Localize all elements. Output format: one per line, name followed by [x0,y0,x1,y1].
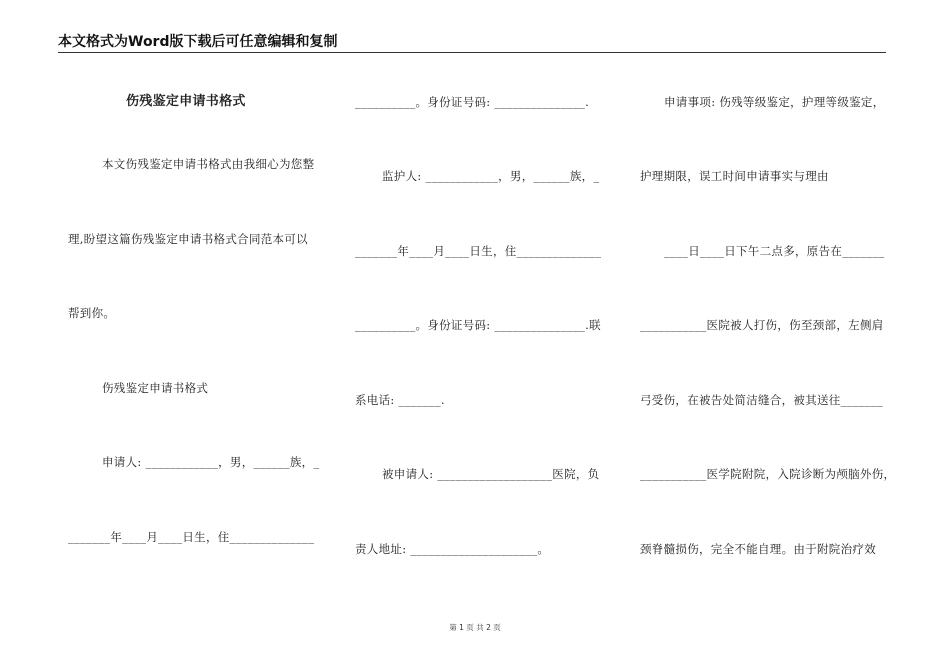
paragraph-line: 监护人: ____________，男，______族，_ [382,169,600,183]
paragraph-line: __________。身份证号码: _______________.联 [355,318,601,332]
text-column-2 [355,60,617,600]
paragraph-line: 系电话: _______. [355,393,445,407]
paragraph-line: _______年____月____日生，住______________ [355,244,602,258]
paragraph-line: 帮到你。 [68,306,116,320]
paragraph-line: ____日____日下午二点多，原告在_______ [664,244,885,258]
text-column-3 [636,60,898,600]
paragraph-line: ___________医学院附院，入院诊断为颅脑外伤， [640,467,896,481]
paragraph-line: 被申请人: ___________________医院，负 [382,467,600,481]
paragraph-line: 理,盼望这篇伤残鉴定申请书格式合同范本可以 [68,232,308,246]
section-heading: 伤残鉴定申请书格式 [102,381,209,395]
paragraph-line: 责人地址: _____________________。 [355,542,550,556]
paragraph-line: 申请人: ____________，男，______族，_ [102,455,320,469]
paragraph-line: 颈脊髓损伤，完全不能自理。由于附院治疗效 [640,542,876,556]
paragraph-line: _______年____月____日生，住______________ [68,530,315,544]
paragraph-line: ___________医院被人打伤，伤至颈部，左侧肩 [640,318,884,332]
paragraph-line: 本文伤残鉴定申请书格式由我细心为您整 [102,157,315,171]
document-title: 伤残鉴定申请书格式 [126,94,246,109]
paragraph-line: __________。身份证号码: _______________. [355,95,590,109]
paragraph-line: 弓受伤，在被告处简洁缝合，被其送往_______ [640,393,883,407]
header-title: 本文格式为Word版下载后可任意编辑和复制 [58,34,338,50]
paragraph-line: 护理期限，误工时间申请事实与理由 [640,169,829,183]
text-column-1 [68,60,330,600]
paragraph-line: 申请事项: 伤残等级鉴定，护理等级鉴定， [664,95,885,109]
page-number-footer: 第 1 页 共 2 页 [449,623,501,632]
page-header [58,32,886,53]
